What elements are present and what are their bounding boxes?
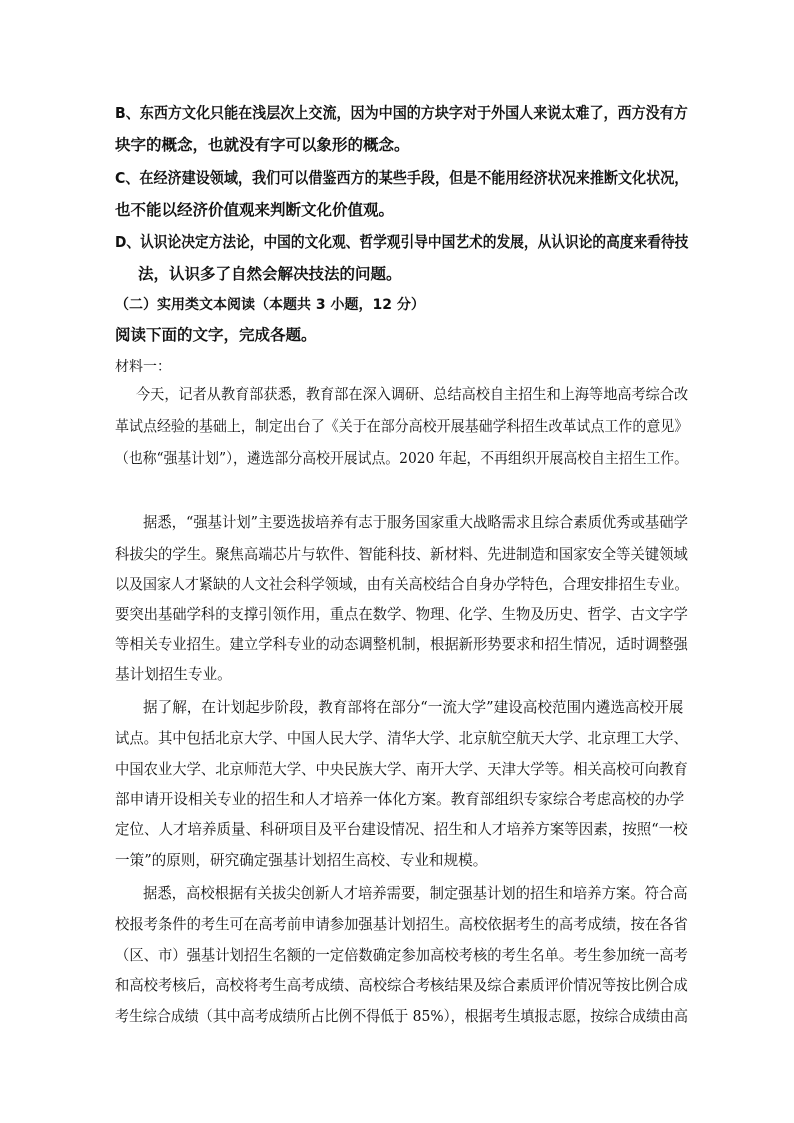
- para-3-line-4: 部申请开设相关专业的招生和人才培养一体化方案。教育部组织专家综合考虑高校的办学: [115, 791, 685, 808]
- para-1-line-2: 革试点经验的基础上，制定出台了《关于在部分高校开展基础学科招生改革试点工作的意见》: [115, 418, 689, 435]
- para-1-line-1: 今天，记者从教育部获悉，教育部在深入调研、总结高校自主招生和上海等地高考综合改: [136, 386, 689, 403]
- para-3-line-2: 试点。其中包括北京大学、中国人民大学、清华大学、北京航空航天大学、北京理工大学、: [115, 730, 688, 747]
- material-label: 材料一：: [115, 359, 171, 375]
- para-2-line-2: 科拔尖的学生。聚焦高端芯片与软件、智能科技、新材料、先进制造和国家安全等关键领域: [115, 546, 688, 563]
- para-2-line-1: 据悉，“强基计划”主要选拔培养有志于服务国家重大战略需求且综合素质优秀或基础学: [143, 514, 688, 531]
- para-4-line-2: 校报考条件的考生可在高考前申请参加强基计划招生。高校依据考生的高考成绩，按在各省: [115, 916, 688, 933]
- para-2-line-3: 以及国家人才紧缺的人文社会科学领域，由有关高校结合自身办学特色，合理安排招生专业。: [115, 576, 689, 593]
- para-3-line-5: 定位、人才培养质量、科研项目及平台建设情况、招生和人才培养方案等因素，按照“一校: [115, 821, 688, 838]
- option-d-line-1: D、认识论决定方法论，中国的文化观、哲学观引导中国艺术的发展，从认识论的高度来看待技: [115, 233, 689, 251]
- option-b-line-2: 块字的概念，也就没有字可以象形的概念。: [115, 136, 410, 154]
- option-c-line-1: C、在经济建设领域，我们可以借鉴西方的某些手段，但是不能用经济状况来推断文化状况，: [115, 169, 689, 187]
- option-d-line-2: 法，认识多了自然会解决技法的问题。: [138, 265, 402, 283]
- option-b-line-1: B、东西方文化只能在浅层次上交流，因为中国的方块字对于外国人来说太难了，西方没有方: [115, 104, 688, 122]
- para-3-line-6: 一策”的原则，研究确定强基计划招生高校、专业和规模。: [115, 852, 488, 869]
- para-4-line-1: 据悉，高校根据有关拔尖创新人才培养需要，制定强基计划的招生和培养方案。符合高: [143, 885, 688, 902]
- para-2-line-4: 要突出基础学科的支撑引领作用，重点在数学、物理、化学、生物及历史、哲学、古文字学: [115, 606, 688, 623]
- para-2-line-5: 等相关专业招生。建立学科专业的动态调整机制，根据新形势要求和招生情况，适时调整强: [115, 636, 688, 653]
- para-4-line-4: 和高校考核后，高校将考生高考成绩、高校综合考核结果及综合素质评价情况等按比例合成: [115, 977, 688, 994]
- para-1-line-3: （也称“强基计划”），遴选部分高校开展试点。2020 年起，不再组织开展高校自主招生工作。: [115, 450, 688, 467]
- section-heading: （二）实用类文本阅读（本题共 3 小题，12 分）: [115, 297, 425, 313]
- para-2-line-6: 基计划招生专业。: [115, 666, 232, 683]
- para-3-line-3: 中国农业大学、北京师范大学、中央民族大学、南开大学、天津大学等。相关高校可向教育: [115, 761, 688, 778]
- section-instruction: 阅读下面的文字，完成各题。: [115, 326, 317, 344]
- para-4-line-3: （区、市）强基计划招生名额的一定倍数确定参加高校考核的考生名单。考生参加统一高考: [115, 947, 688, 964]
- para-3-line-1: 据了解，在计划起步阶段，教育部将在部分“一流大学”建设高校范围内遴选高校开展: [143, 699, 684, 716]
- para-4-line-5: 考生综合成绩（其中高考成绩所占比例不得低于 85%），根据考生填报志愿，按综合成绩由高: [115, 1008, 688, 1025]
- option-c-line-2: 也不能以经济价值观来判断文化价值观。: [115, 201, 395, 219]
